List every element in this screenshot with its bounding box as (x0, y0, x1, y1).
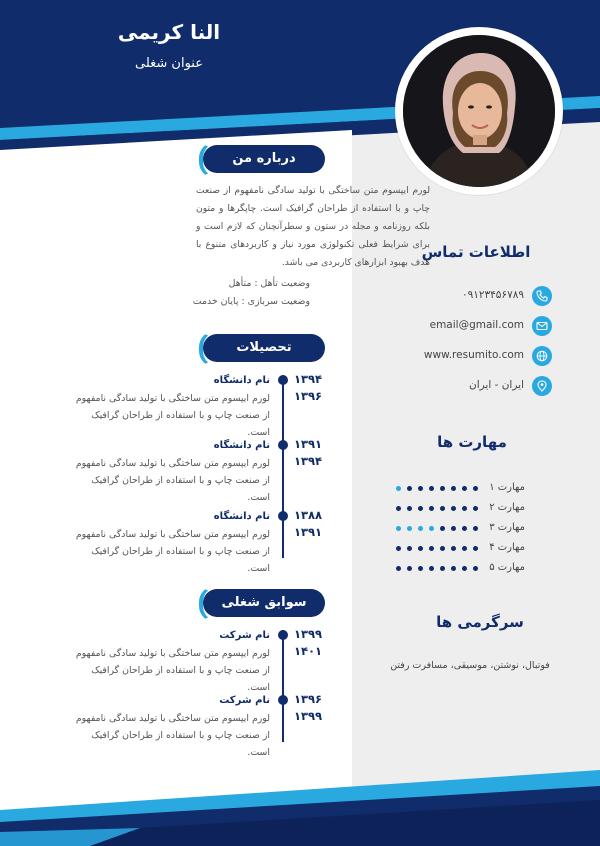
contact-website[interactable]: www.resumito.com (423, 349, 524, 361)
skill-label: مهارت ۲ (489, 502, 525, 513)
skill-dot (396, 566, 401, 571)
profile-photo-frame (395, 27, 563, 195)
skill-dot (473, 546, 478, 551)
experience-description: لورم ایپسوم متن ساختگی با تولید سادگی نامفهوم از صنعت چاپ و با استفاده از طراحان گرافیک است. (75, 713, 270, 758)
skill-dot (451, 526, 456, 531)
skill-dot (429, 486, 434, 491)
skill-level (396, 566, 478, 571)
skill-dot (473, 506, 478, 511)
about-text: لورم ایپسوم متن ساختگی با تولید سادگی نامفهوم از صنعت چاپ و با استفاده از طراحان گرافیک است. چاپگرها و متون بلکه روزنامه و مجله در ستون و سطرآنچنان که لازم است و برای شرایط فعلی تکنولوژی مورد نیاز و کاربردهای متنوع با هدف بهبود ابزارهای کاربردی می باشد. (196, 185, 430, 268)
education-start-year: ۱۳۸۸ (294, 508, 323, 522)
skill-dot (429, 526, 434, 531)
about-section-title: درباره من (203, 145, 325, 173)
skill-dot (429, 546, 434, 551)
skill-dot (407, 566, 412, 571)
education-description: لورم ایپسوم متن ساختگی با تولید سادگی نامفهوم از صنعت چاپ و با استفاده از طراحان گرافیک است. (75, 393, 270, 438)
skill-level (396, 486, 478, 491)
skill-dot (451, 566, 456, 571)
contact-website-row (380, 346, 552, 366)
contact-location: ایران - ایران (469, 379, 524, 391)
skill-dot (418, 486, 423, 491)
skill-label: مهارت ۴ (489, 542, 525, 553)
skill-dot (473, 566, 478, 571)
skill-dot (396, 486, 401, 491)
job-title: عنوان شغلی (135, 56, 203, 71)
skill-dot (407, 526, 412, 531)
hobbies-section-title: سرگرمی ها (436, 613, 524, 631)
person-name: النا کریمی (117, 20, 221, 44)
skill-dot (396, 526, 401, 531)
skill-dot (429, 566, 434, 571)
skill-dot (429, 506, 434, 511)
experience-end-year: ۱۳۹۹ (294, 709, 323, 723)
education-timeline (282, 376, 284, 558)
location-icon (532, 376, 552, 396)
skill-dot (440, 566, 445, 571)
hobbies-text: فوتبال، نوشتن، موسیقی، مسافرت رفتن (390, 660, 550, 671)
skill-dot (462, 546, 467, 551)
skill-label: مهارت ۳ (489, 522, 525, 533)
skill-dot (440, 546, 445, 551)
experience-timeline (282, 630, 284, 742)
skill-dot (418, 506, 423, 511)
skill-level (396, 546, 478, 551)
contact-location-row (380, 376, 552, 396)
experience-start-year: ۱۳۹۶ (294, 692, 323, 706)
skill-dot (473, 486, 478, 491)
skill-dot (440, 526, 445, 531)
mail-icon (532, 316, 552, 336)
education-start-year: ۱۳۹۴ (294, 372, 323, 386)
skill-dot (407, 506, 412, 511)
skill-dot (407, 546, 412, 551)
skill-level (396, 526, 478, 531)
experience-description: لورم ایپسوم متن ساختگی با تولید سادگی نامفهوم از صنعت چاپ و با استفاده از طراحان گرافیک است. (75, 648, 270, 693)
education-end-year: ۱۳۹۴ (294, 454, 323, 468)
timeline-dot (278, 375, 288, 385)
phone-icon (532, 286, 552, 306)
experience-section-title: سوابق شغلی (203, 589, 325, 617)
skill-dot (418, 546, 423, 551)
skills-section-title: مهارت ها (437, 433, 507, 451)
education-end-year: ۱۳۹۶ (294, 389, 323, 403)
skill-dot (440, 486, 445, 491)
contact-phone: ۰۹۱۲۳۴۵۶۷۸۹ (461, 289, 524, 301)
skill-dot (407, 486, 412, 491)
skill-dot (418, 566, 423, 571)
education-start-year: ۱۳۹۱ (294, 437, 323, 451)
timeline-dot (278, 511, 288, 521)
experience-end-year: ۱۴۰۱ (294, 644, 323, 658)
skill-dot (418, 526, 423, 531)
skill-dot (462, 526, 467, 531)
contact-phone-row (380, 286, 552, 306)
skill-dot (473, 526, 478, 531)
education-description: لورم ایپسوم متن ساختگی با تولید سادگی نامفهوم از صنعت چاپ و با استفاده از طراحان گرافیک است. (75, 529, 270, 574)
portrait-illustration (403, 35, 555, 187)
skill-dot (396, 506, 401, 511)
timeline-dot (278, 695, 288, 705)
contact-email[interactable]: email@gmail.com (429, 319, 524, 331)
skill-dot (396, 546, 401, 551)
education-school-name: نام دانشگاه (213, 375, 270, 386)
military-status: وضعیت سربازی : پایان خدمت (192, 296, 310, 307)
skill-dot (440, 506, 445, 511)
skill-dot (451, 486, 456, 491)
experience-company-name: نام شرکت (219, 630, 270, 641)
marital-status: وضعیت تأهل : متأهل (228, 278, 310, 289)
profile-photo (403, 35, 555, 187)
education-section-title: تحصیلات (203, 334, 325, 362)
skill-level (396, 506, 478, 511)
skill-dot (451, 506, 456, 511)
experience-start-year: ۱۳۹۹ (294, 627, 323, 641)
skill-label: مهارت ۵ (489, 562, 525, 573)
contact-email-row (380, 316, 552, 336)
education-description: لورم ایپسوم متن ساختگی با تولید سادگی نامفهوم از صنعت چاپ و با استفاده از طراحان گرافیک است. (75, 458, 270, 503)
education-school-name: نام دانشگاه (213, 511, 270, 522)
education-end-year: ۱۳۹۱ (294, 525, 323, 539)
skill-dot (462, 566, 467, 571)
timeline-dot (278, 440, 288, 450)
globe-icon (532, 346, 552, 366)
experience-company-name: نام شرکت (219, 695, 270, 706)
skill-dot (462, 486, 467, 491)
skill-dot (462, 506, 467, 511)
skill-label: مهارت ۱ (489, 482, 525, 493)
education-school-name: نام دانشگاه (213, 440, 270, 451)
contact-section-title: اطلاعات تماس (421, 243, 531, 261)
timeline-dot (278, 630, 288, 640)
skill-dot (451, 546, 456, 551)
